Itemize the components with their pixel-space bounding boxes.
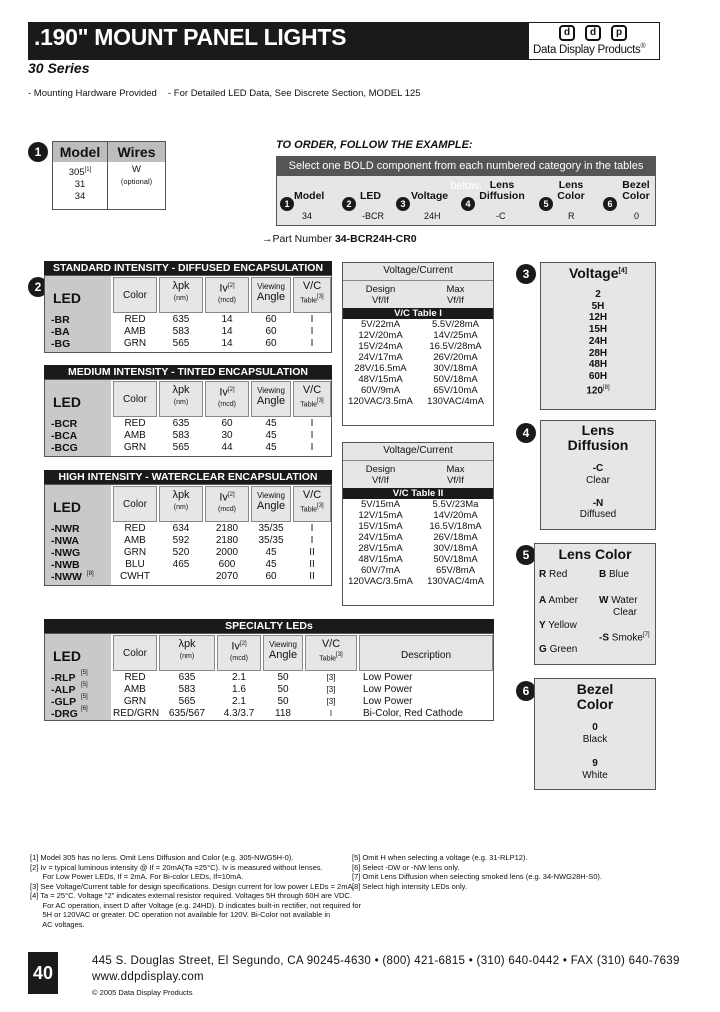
table-cell: II — [309, 547, 315, 558]
lens-color-title: Lens Color — [558, 546, 632, 562]
table-cell: Low Power — [363, 696, 413, 707]
table-row: -RLP [5] RED 635 2.1 50 [3] Low Power — [45, 672, 495, 684]
table-row: 12V/15mA 14V/20mA — [358, 510, 478, 521]
table-row: 5V/15mA 5.5V/23Ma — [360, 499, 479, 510]
series-title: 30 Series — [28, 60, 90, 76]
vc-table-1: Voltage/Current Design Max Vf/If Vf/If V/C Table I 5V/22mA 5.5V/28mA 12V/20mA 14V/25mA 15V/24mA 16.5V/28mA 24V/17mA 26V/20mA 28V/16.5mA 30V/18mA 48V/15mA 50V/18mA 60V/9mA 65V/10mA 120VAC/3.5mA 130VAC/4mA — [342, 262, 494, 426]
table-row: 120VAC/3.5mA 130VAC/4mA — [348, 576, 484, 587]
table-cell: 35/35 — [258, 523, 284, 534]
table-cell: 118 — [275, 708, 291, 719]
step-badge-3: 3 — [516, 264, 536, 284]
table-cell: 634 — [172, 523, 190, 534]
diffusion-diffused-code: -N — [592, 497, 604, 509]
table-cell: Bi-Color, Red Cathode — [363, 708, 464, 719]
brand-logo: d d p Data Display Products® — [528, 22, 660, 60]
table-cell: 583 — [178, 684, 196, 695]
table-cell: 45 — [265, 559, 277, 570]
table-row: 28V/16.5mA 30V/18mA — [354, 363, 478, 374]
table-cell: 2180 — [215, 523, 239, 534]
table-cell: RED — [124, 418, 146, 429]
table-row — [45, 418, 333, 430]
table-row — [45, 338, 333, 350]
table-cell: 635 — [172, 418, 190, 429]
wires-w: W — [132, 163, 141, 175]
table-row: 48V/15mA 50V/18mA — [358, 554, 478, 565]
table-row — [45, 314, 333, 326]
table-cell: II — [309, 571, 315, 582]
lens-color-box: Lens Color R Red B Blue A Amber W Water Clear Y Yellow -S Smoke[7] G Green — [534, 543, 656, 665]
footnote: [1] Model 305 has no lens. Omit Lens Diffusion and Color (e.g. 305-NWG5H-0). — [30, 853, 294, 862]
table-cell: 2.1 — [232, 696, 246, 707]
table-cell: 14 — [221, 314, 233, 325]
standard-intensity-title: STANDARD INTENSITY - DIFFUSED ENCAPSULATION — [44, 261, 332, 275]
table-cell: 30 — [221, 430, 233, 441]
footnotes-right — [352, 853, 662, 891]
order-step-bezel-color: Bezel Color — [622, 179, 650, 202]
bezel-color-box: Bezel Color 0 Black 9 White — [534, 678, 656, 790]
table-cell: 2000 — [215, 547, 239, 558]
model-31: 31 — [74, 178, 86, 190]
specialty-table: LED Color λpk (nm) Iv[2] (mcd) Viewing Angle V/C Table[3] Description -RLP [5] RED 635 2.1 50 [3] Low Power -ALP [5] AMB 583 1.6 50 [3] Low Power -GLP [5] GRN 565 2.1 50 [3] Low Power -DRG [6] RED/GRN 635/567 4.3/3.7 118 I Bi-Color, Red Cathode — [44, 633, 494, 721]
table-cell: Low Power — [363, 672, 413, 683]
order-step-model: Model — [294, 190, 325, 202]
table-cell: I — [310, 430, 314, 441]
step-badge-5: 5 — [516, 545, 536, 565]
table-cell: 60 — [221, 418, 233, 429]
table-cell: -NWA — [51, 535, 79, 547]
footnote: [6] Select -DW or -NW lens only. — [352, 862, 460, 872]
high-table: LED Color λpk (nm) Iv[2] (mcd) Viewing Angle V/C Table[3] -NWR RED 634 2180 35/35 I -NWA AMB 592 2180 35/35 I -NWG GRN 520 2000 45 II -NWB BLU 465 600 45 II -NWW CWHT 2070 60 II [8] — [44, 484, 332, 586]
table-cell: 1.6 — [232, 684, 246, 695]
footnote: [8] Select high intensity LEDs only. — [352, 881, 467, 891]
step-badge-4: 4 — [516, 423, 536, 443]
table-cell: [3] — [326, 697, 336, 706]
note-hardware: - Mounting Hardware Provided — [28, 88, 157, 99]
table-cell: AMB — [124, 326, 146, 337]
bezel-black-code: 0 — [592, 722, 598, 733]
table-cell: -BCR — [51, 418, 78, 430]
medium-table: LED Color λpk (nm) Iv[2] (mcd) Viewing Angle V/C Table[3] -BCR RED 635 60 45 I -BCA AMB 583 30 45 I -BCG GRN 565 44 45 I — [44, 379, 332, 457]
table-row — [45, 559, 333, 571]
high-intensity-title: HIGH INTENSITY - WATERCLEAR ENCAPSULATION — [44, 470, 332, 484]
voltage-option: 2 — [595, 289, 601, 300]
table-row: 24V/17mA 26V/20mA — [358, 352, 478, 363]
table-cell: 635 — [178, 672, 196, 683]
brand-name: Data Display Products — [533, 43, 641, 56]
table-cell: -BR — [51, 314, 70, 326]
specialty-title: SPECIALTY LEDs — [44, 619, 494, 633]
footnote: For AC operation, insert D after Voltage (e.g. 24HD). D indicates built-in rectifier, not required for — [30, 900, 361, 910]
footnote: AC voltages. — [30, 919, 85, 929]
table-cell: 565 — [172, 442, 190, 453]
table-cell: 465 — [172, 559, 190, 570]
table-row: 48V/15mA 50V/18mA — [358, 374, 478, 385]
table-cell: 600 — [218, 559, 236, 570]
table-cell: I — [310, 523, 314, 534]
table-cell: 635 — [172, 314, 190, 325]
table-cell: 50 — [277, 696, 289, 707]
table-cell: 2.1 — [232, 672, 246, 683]
standard-table: LED Color λpk (nm) Iv[2] (mcd) Viewing Angle V/C Table[3] -BR RED 635 14 60 I -BA AMB 583 14 60 I -BG GRN 565 14 60 I — [44, 275, 332, 353]
table-row — [45, 430, 333, 442]
logo-d-icon: d — [559, 25, 575, 41]
table-cell: AMB — [124, 684, 146, 695]
voltage-option: 120[8] — [586, 384, 610, 396]
table-cell: 45 — [265, 430, 277, 441]
table-cell: -NWW — [51, 571, 82, 583]
table-cell: RED — [124, 314, 146, 325]
order-step-lens-diffusion: Lens Diffusion — [479, 179, 525, 202]
table-row: 15V/15mA 16.5V/18mA — [358, 521, 482, 532]
table-row: 60V/9mA 65V/10mA — [360, 385, 478, 396]
page-title: .190" MOUNT PANEL LIGHTS — [34, 24, 347, 50]
voltage-option: 12H — [588, 312, 608, 324]
table-row: 12V/20mA 14V/25mA — [358, 330, 478, 341]
table-cell: BLU — [125, 559, 145, 570]
table-row — [45, 547, 333, 559]
footer-website[interactable]: www.ddpdisplay.com — [92, 971, 204, 983]
part-number: 34-BCR24H-CR0 — [334, 233, 417, 245]
page-number: 40 — [28, 952, 58, 994]
table-cell: I — [310, 314, 314, 325]
vc-table-2: Voltage/Current Design Max Vf/If Vf/If V/C Table II 5V/15mA 5.5V/23Ma 12V/15mA 14V/20mA 15V/15mA 16.5V/18mA 24V/15mA 26V/18mA 28V/15mA 30V/18mA 48V/15mA 50V/18mA 60V/7mA 65V/8mA 120VAC/3.5mA 130VAC/4mA — [342, 442, 494, 606]
table-row: 5V/22mA 5.5V/28mA — [360, 319, 479, 330]
table-cell: 635/567 — [168, 708, 206, 719]
table-cell: -BCG — [51, 442, 78, 454]
table-cell: CWHT — [120, 571, 150, 582]
table-cell: 2180 — [215, 535, 239, 546]
table-cell: I — [310, 338, 314, 349]
voltage-option: 5H — [591, 300, 605, 312]
table-cell: 520 — [172, 547, 190, 558]
table-cell: -BCA — [51, 430, 78, 442]
table-cell: -GLP — [51, 696, 77, 708]
table-cell: -NWB — [51, 559, 80, 571]
table-cell: 14 — [221, 326, 233, 337]
table-cell: I — [310, 326, 314, 337]
table-cell: GRN — [123, 442, 147, 453]
model-305: 305 — [68, 166, 85, 178]
table-cell: 44 — [221, 442, 233, 453]
table-cell: 60 — [265, 338, 277, 349]
table-cell: 60 — [265, 314, 277, 325]
voltage-option: 48H — [588, 359, 608, 371]
order-step-voltage: Voltage — [411, 190, 449, 202]
table-cell: [3] — [326, 673, 336, 682]
table-cell: 565 — [178, 696, 196, 707]
logo-d-icon: d — [585, 25, 601, 41]
footnote: [5] Omit H when selecting a voltage (e.g. 31-RLP12). — [352, 853, 528, 862]
bezel-white-code: 9 — [592, 758, 598, 769]
table-cell: 583 — [172, 430, 190, 441]
table-cell: GRN — [123, 696, 147, 707]
table-cell: 50 — [277, 672, 289, 683]
table-cell: [3] — [326, 685, 336, 694]
wires-note: (optional) — [120, 176, 153, 186]
table-row: 15V/24mA 16.5V/28mA — [358, 341, 482, 352]
table-row — [45, 523, 333, 535]
diffusion-clear-code: -C — [592, 463, 604, 474]
table-cell: 14 — [221, 338, 233, 349]
table-cell: 583 — [172, 326, 190, 337]
table-cell: 592 — [172, 535, 190, 546]
table-row: -ALP [5] AMB 583 1.6 50 [3] Low Power — [45, 684, 495, 696]
table-cell: AMB — [124, 535, 146, 546]
voltage-title: Voltage — [568, 265, 619, 281]
vc-table-1-title: V/C Table I — [343, 308, 493, 319]
table-cell: AMB — [124, 430, 146, 441]
model-header: Model — [53, 142, 108, 162]
table-cell: -DRG — [51, 708, 78, 720]
lens-diffusion-box: Lens Diffusion -C Clear -N Diffused — [540, 420, 656, 530]
footnote: 5H or 120VAC or greater. DC operation not available for 120V. Bi-Color not available in — [30, 910, 331, 919]
order-step-lens-color: Lens Color — [557, 179, 585, 202]
table-row: -GLP [5] GRN 565 2.1 50 [3] Low Power — [45, 696, 495, 708]
table-row — [45, 326, 333, 338]
footnotes-left — [30, 853, 361, 929]
table-row — [45, 535, 333, 547]
step-badge-6: 6 — [516, 681, 536, 701]
table-cell: -BG — [51, 338, 71, 350]
table-cell: -BA — [51, 326, 70, 338]
step-badge-1: 1 — [28, 142, 48, 162]
table-cell: 60 — [265, 571, 277, 582]
footer-address: 445 S. Douglas Street, El Segundo, CA 90245-4630 • (800) 421-6815 • (310) 640-0442 • FAX (310) 640-7639 — [92, 955, 680, 967]
table-row: 120VAC/3.5mA 130VAC/4mA — [348, 396, 484, 407]
voltage-box: Voltage[4] 2 5H 12H 15H 24H 28H 48H 60H 120[8] — [540, 262, 656, 410]
table-cell: I — [310, 418, 314, 429]
table-cell: 45 — [265, 418, 277, 429]
table-cell: 45 — [265, 547, 277, 558]
footnote: [7] Omit Lens Diffusion when selecting smoked lens (e.g. 34-NWG28H-S0). — [352, 872, 602, 881]
table-row: 28V/15mA 30V/18mA — [358, 543, 478, 554]
footer-copyright: © 2005 Data Display Products — [92, 988, 193, 997]
step-badge-2: 2 — [28, 277, 48, 297]
table-cell: 565 — [172, 338, 190, 349]
voltage-option: 28H — [588, 347, 608, 359]
table-cell: 45 — [265, 442, 277, 453]
footnote: [2] Iv = typical luminous intensity @ If = 20mA(Ta =25°C). Iv is measured without lenses. — [30, 862, 323, 872]
table-cell: -ALP — [51, 684, 76, 696]
wires-header: Wires — [108, 142, 166, 162]
table-cell: II — [309, 559, 315, 570]
order-title: TO ORDER, FOLLOW THE EXAMPLE: — [276, 139, 473, 151]
table-cell: RED — [124, 523, 146, 534]
table-cell: -NWR — [51, 523, 80, 535]
table-row: 60V/7mA 65V/8mA — [360, 565, 476, 576]
table-cell: I — [310, 535, 314, 546]
medium-intensity-title: MEDIUM INTENSITY - TINTED ENCAPSULATION — [44, 365, 332, 379]
table-cell: GRN — [123, 338, 147, 349]
voltage-option: 15H — [588, 324, 608, 336]
table-cell: 50 — [277, 684, 289, 695]
footnote: For Low Power LEDs, If = 2mA. For Bi-color LEDs, If=10mA. — [30, 872, 244, 881]
order-step-led: LED — [360, 190, 381, 202]
table-cell: I — [310, 442, 314, 453]
table-cell: 60 — [265, 326, 277, 337]
note-led-data: - For Detailed LED Data, See Discrete Section, MODEL 125 — [168, 88, 421, 99]
voltage-option: 24H — [588, 335, 608, 347]
table-cell: RED — [124, 672, 146, 683]
model-34: 34 — [74, 190, 86, 202]
table-cell: -RLP — [51, 672, 76, 684]
voltage-option: 60H — [588, 370, 608, 382]
table-cell: I — [329, 709, 333, 718]
table-row — [45, 442, 333, 454]
model-wires-table: Model Wires 305[1] 31 34 W (optional) — [52, 141, 166, 210]
part-number-example: →Part Number 34-BCR24H-CR0 — [262, 233, 417, 245]
table-cell: RED/GRN — [113, 708, 160, 719]
footnote: [4] Ta = 25°C. Voltage "2" indicates external resistor required. Voltages 5H through 60H are VDC. — [30, 891, 352, 900]
logo-p-icon: p — [611, 25, 627, 41]
table-cell: 2070 — [215, 571, 239, 582]
order-instruction: Select one BOLD component from each numbered category in the tables below. — [276, 156, 656, 176]
table-cell: 35/35 — [258, 535, 284, 546]
vc-table-2-title: V/C Table II — [343, 488, 493, 499]
table-cell: -NWG — [51, 547, 81, 559]
table-row: 24V/15mA 26V/18mA — [358, 532, 478, 543]
table-cell: 4.3/3.7 — [223, 708, 255, 719]
table-cell: GRN — [123, 547, 147, 558]
footnote: [3] See Voltage/Current table for design specifications. Design current for low power LEDs = 2mA. — [30, 881, 355, 891]
table-row: -DRG [6] RED/GRN 635/567 4.3/3.7 118 I Bi-Color, Red Cathode — [45, 708, 495, 720]
table-cell: Low Power — [363, 684, 413, 695]
